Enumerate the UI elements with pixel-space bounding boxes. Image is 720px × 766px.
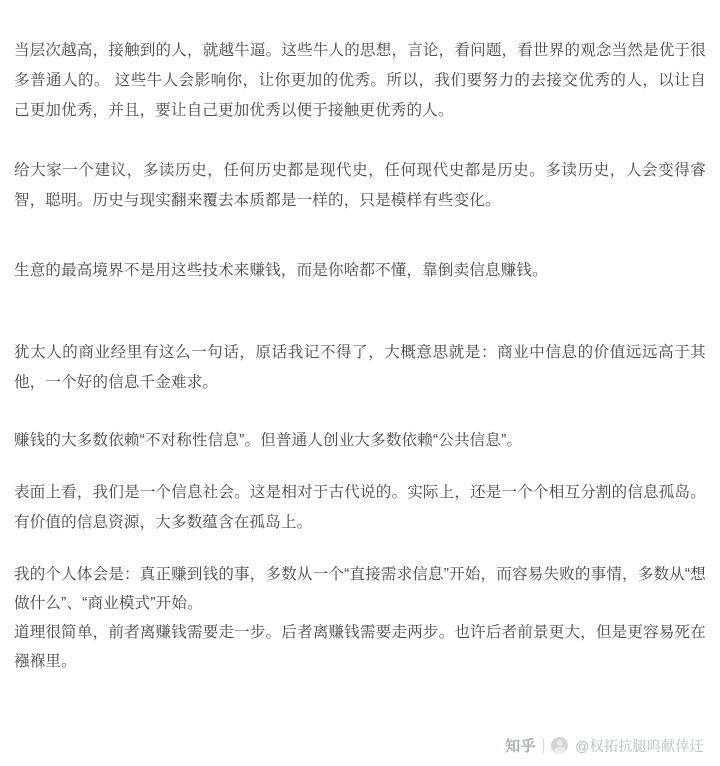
paragraph: 我的个人体会是：真正赚到钱的事，多数从一个“直接需求信息”开始，而容易失败的事情，多数从“想做什么”、“商业模式”开始。	[14, 566, 706, 612]
paragraph: 给大家一个建议，多读历史，任何历史都是现代史，任何现代史都是历史。多读历史，人会变得睿智，聪明。历史与现实翻来覆去本质都是一样的，只是模样有些变化。	[14, 162, 706, 209]
paragraph-spacer	[14, 538, 706, 560]
paragraph-spacer	[14, 126, 706, 156]
paragraph-spacer	[14, 216, 706, 246]
paragraph: 生意的最高境界不是用这些技术来赚钱，而是你啥都不懂，靠倒卖信息赚钱。	[14, 262, 548, 279]
watermark-divider	[543, 739, 544, 753]
paragraph: 当层次越高，接触到的人，就越牛逼。这些牛人的思想，言论，看问题，看世界的观念当然是优于很多普通人的。 这些牛人会影响你，让你更加的优秀。所以，我们要努力的去接交优秀的人，以让自己更加优秀，并且，要让自己更加优秀以便于接触更优秀的人。	[14, 42, 706, 119]
paragraph-spacer	[14, 246, 706, 256]
paragraph-spacer	[14, 286, 706, 316]
watermark	[505, 735, 704, 756]
paragraph: 表面上看，我们是一个信息社会。这是相对于古代说的。实际上，还是一个个相互分割的信息孤岛。有价值的信息资源，大多数蕴含在孤岛上。	[14, 484, 706, 531]
avatar	[551, 737, 568, 754]
paragraph: 犹太人的商业经里有这么一句话，原话我记不得了，大概意思就是：商业中信息的价值远远高于其他，一个好的信息千金难求。	[14, 344, 706, 391]
paragraph-spacer	[14, 456, 706, 478]
watermark-username: @权拓抗腿呜献倖迀	[575, 737, 704, 754]
paragraph: 赚钱的大多数依赖“不对称性信息”。但普通人创业大多数依赖“公共信息”。	[14, 432, 523, 449]
zhihu-logo-icon: 知乎	[505, 738, 537, 755]
paragraph-spacer	[14, 398, 706, 426]
paragraph-spacer	[14, 316, 706, 338]
paragraph: 道理很简单，前者离赚钱需要走一步。后者离赚钱需要走两步。也许后者前景更大，但是更容易死在襁褓里。	[14, 624, 706, 670]
